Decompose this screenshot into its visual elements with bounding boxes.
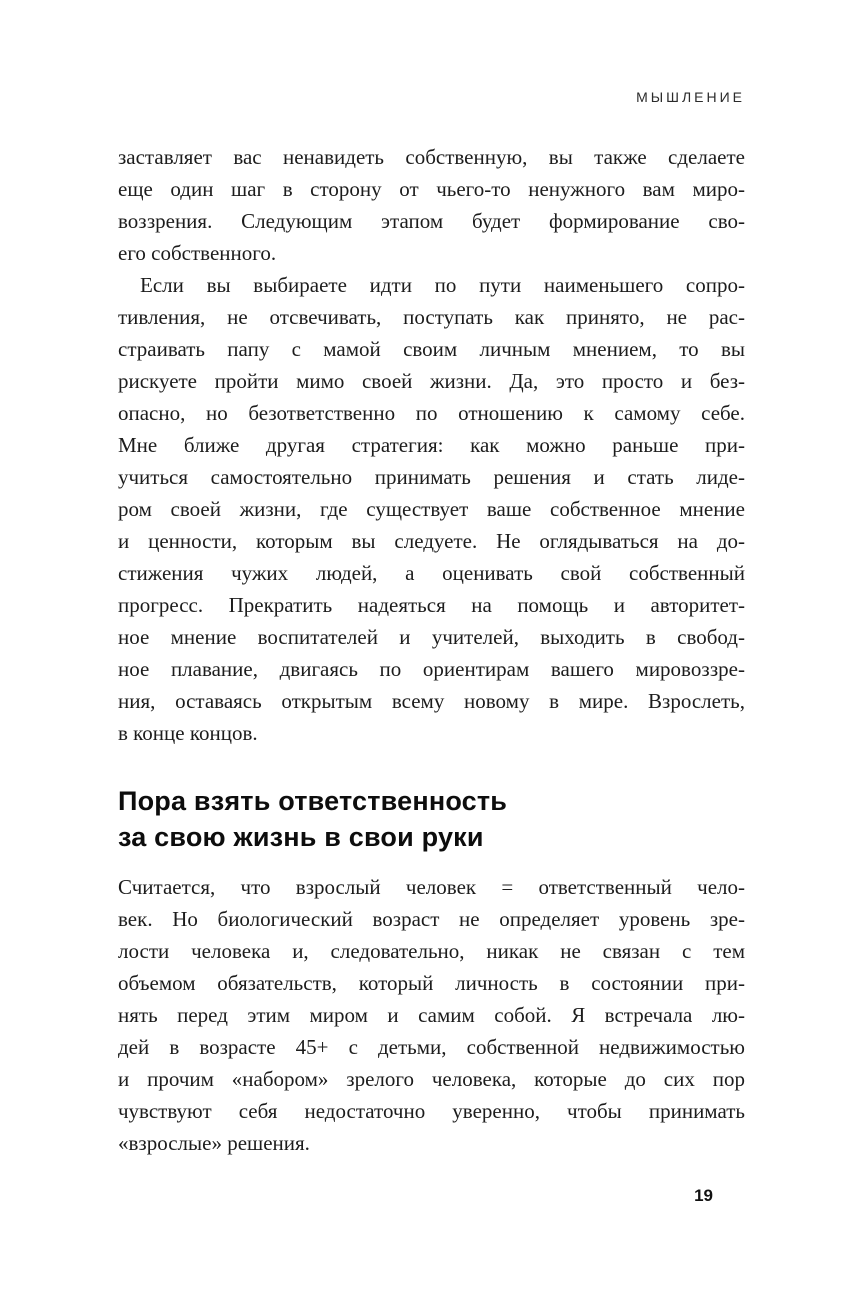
text-line: тивления, не отсвечивать, поступать как принято, не рас- (118, 305, 745, 329)
paragraph (118, 269, 745, 749)
text-line: Считается, что взрослый человек = ответственный чело- (118, 875, 745, 899)
section-heading (118, 783, 745, 855)
text-line: ное мнение воспитателей и учителей, выходить в свобод- (118, 625, 745, 649)
text-line: дей в возрасте 45+ с детьми, собственной недвижимостью (118, 1035, 745, 1059)
text-line: еще один шаг в сторону от чьего-то ненужного вам миро- (118, 177, 745, 201)
text-line: Если вы выбираете идти по пути наименьшего сопро- (140, 273, 745, 297)
text-line: прогресс. Прекратить надеяться на помощь и авторитет- (118, 593, 745, 617)
text-line: век. Но биологический возраст не определяет уровень зре- (118, 907, 745, 931)
text-column (118, 141, 745, 1159)
text-line: рискуете пройти мимо своей жизни. Да, это просто и без- (118, 369, 745, 393)
text-line: воззрения. Следующим этапом будет формирование сво- (118, 209, 745, 233)
running-header: МЫШЛЕНИЕ (636, 89, 745, 105)
paragraph (118, 871, 745, 1159)
text-line: ния, оставаясь открытым всему новому в мире. Взрослеть, (118, 689, 745, 713)
heading-line: Пора взять ответственность (118, 786, 508, 816)
text-line: опасно, но безответственно по отношению к самому себе. (118, 401, 745, 425)
text-line: страивать папу с мамой своим личным мнением, то вы (118, 337, 745, 361)
text-line: и прочим «набором» зрелого человека, которые до сих пор (118, 1067, 745, 1091)
paragraph (118, 141, 745, 269)
text-line: объемом обязательств, который личность в состоянии при- (118, 971, 745, 995)
text-line: лости человека и, следовательно, никак не связан с тем (118, 939, 745, 963)
text-line: ром своей жизни, где существует ваше собственное мнение (118, 497, 745, 521)
text-line: его собственного. (118, 241, 277, 265)
text-line: учиться самостоятельно принимать решения и стать лиде- (118, 465, 745, 489)
text-line: стижения чужих людей, а оценивать свой собственный (118, 561, 745, 585)
text-line: чувствуют себя недостаточно уверенно, чтобы принимать (118, 1099, 745, 1123)
text-line: и ценности, которым вы следуете. Не оглядываться на до- (118, 529, 745, 553)
text-line: «взрослые» решения. (118, 1131, 310, 1155)
text-line: нять перед этим миром и самим собой. Я встречала лю- (118, 1003, 745, 1027)
heading-line: за свою жизнь в свои руки (118, 822, 484, 852)
text-line: ное плавание, двигаясь по ориентирам вашего мировоззре- (118, 657, 745, 681)
text-line: заставляет вас ненавидеть собственную, вы также сделаете (118, 145, 745, 169)
page-number: 19 (694, 1186, 713, 1205)
text-line: Мне ближе другая стратегия: как можно раньше при- (118, 433, 745, 457)
text-line: в конце концов. (118, 721, 258, 745)
